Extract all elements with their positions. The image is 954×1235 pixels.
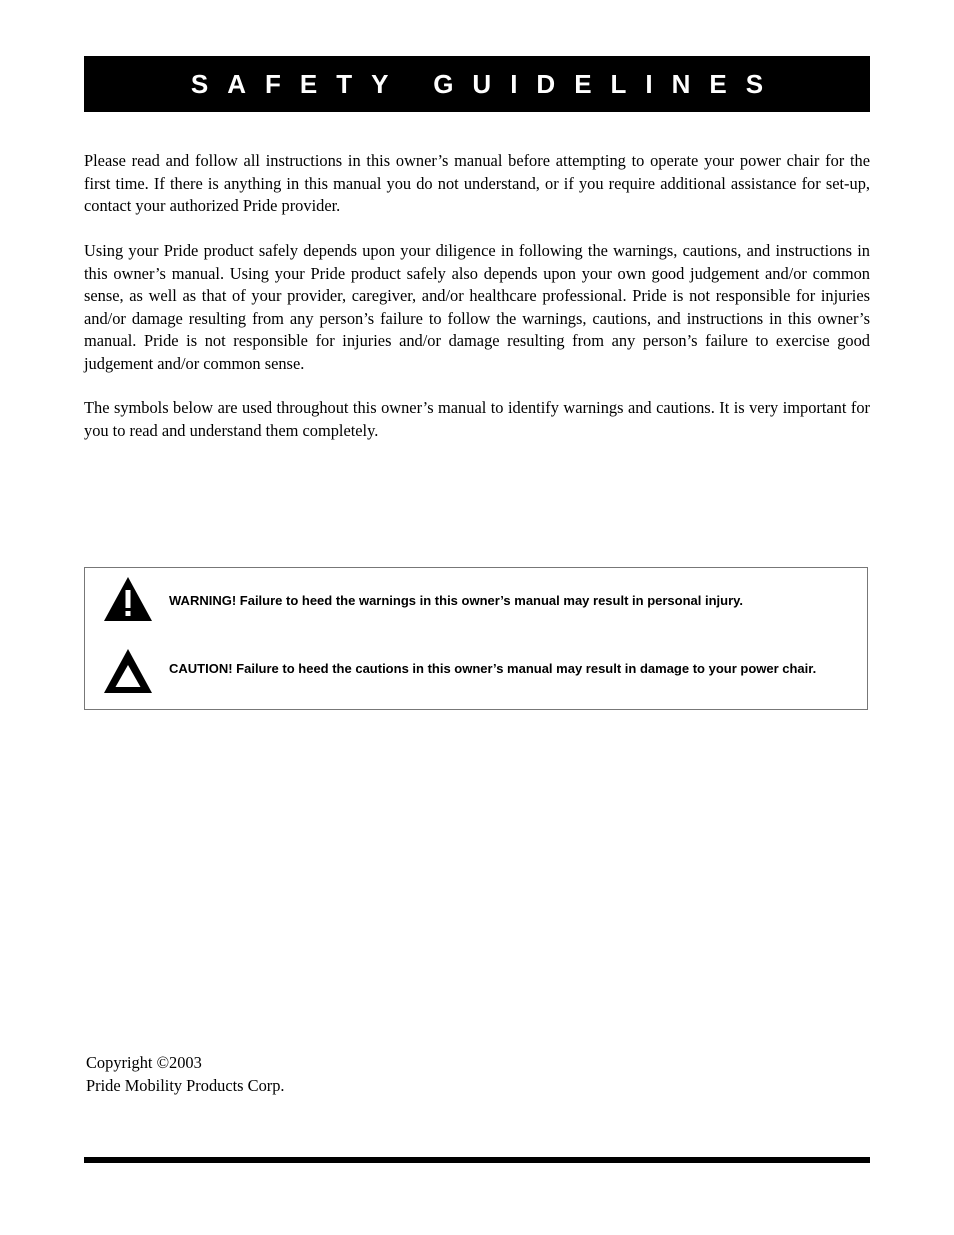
caution-triangle-icon	[103, 648, 153, 694]
copyright-line: Copyright ©2003	[86, 1053, 202, 1072]
safety-paragraph: Using your Pride product safely depends upon your diligence in following the warnings, cautions, and instructions in this owner’s manual. Using your Pride product safely also depends upon your own good judgement and/or common sense, as well as that of your provider, caregiver, and/or healthcare professional. Pride is not responsible for injuries and/or damage resulting from any person’s failure to follow the warnings, cautions, and instructions in this owner’s manual. Pride is not responsible for injuries and/or damage resulting from any person’s failure to exercise good judgement and/or common sense.	[84, 241, 870, 373]
copyright-block	[86, 1052, 285, 1097]
page-title: SAFETY GUIDELINES	[190, 68, 783, 99]
warning-triangle-icon	[103, 576, 153, 622]
warning-notice-text: WARNING! Failure to heed the warnings in this owner’s manual may result in personal injury.	[169, 593, 744, 608]
symbols-paragraph: The symbols below are used throughout this owner’s manual to identify warnings and cautions. It is very important for you to read and understand them completely.	[84, 398, 870, 440]
footer-divider	[84, 1157, 870, 1163]
safety-symbols-box	[84, 567, 868, 710]
intro-paragraph: Please read and follow all instructions in this owner’s manual before attempting to operate your power chair for the first time. If there is anything in this manual you do not understand, or if you require additional assistance for set-up, contact your authorized Pride provider.	[84, 151, 870, 215]
caution-notice-text: CAUTION! Failure to heed the cautions in this owner’s manual may result in damage to your power chair.	[169, 661, 817, 676]
section-title-bar	[84, 56, 870, 112]
company-name: Pride Mobility Products Corp.	[86, 1075, 285, 1095]
